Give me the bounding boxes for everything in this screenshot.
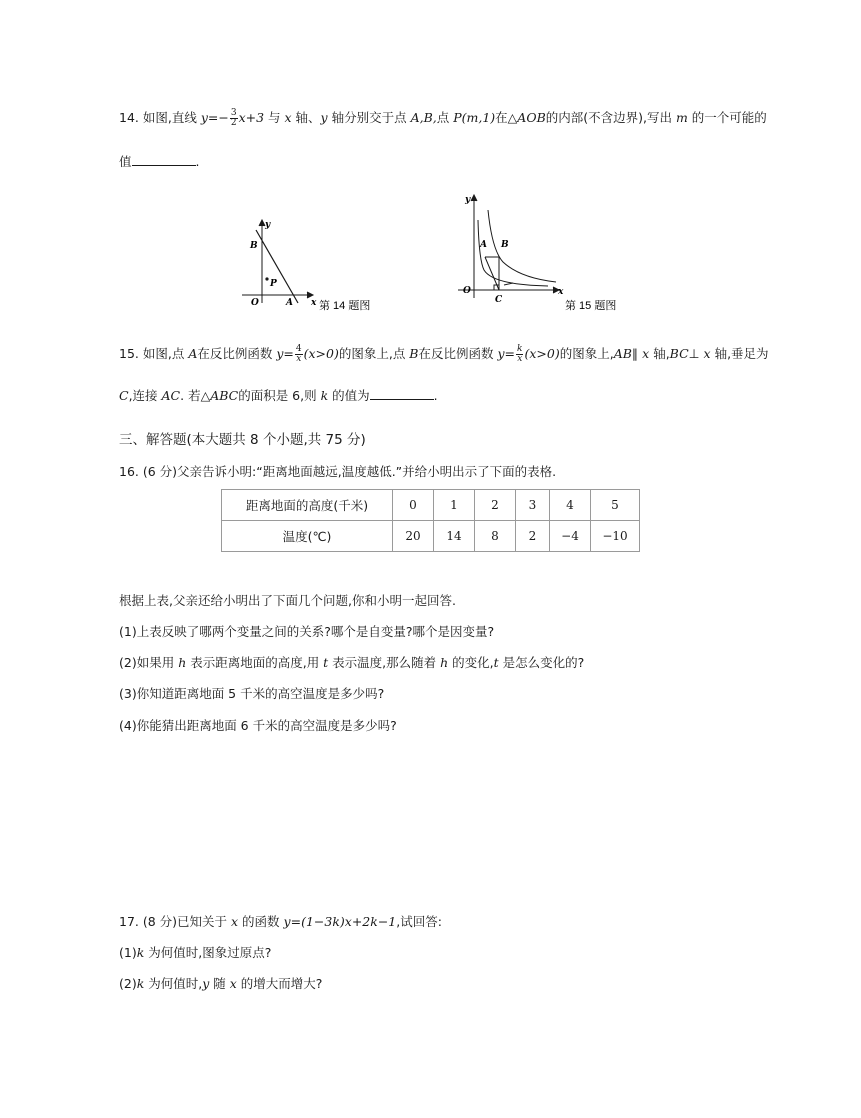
small-arrow — [504, 283, 513, 285]
fig15-label-b: B — [501, 240, 509, 250]
answer-blank[interactable] — [132, 153, 196, 166]
question-14-line1: 14. 如图,直线 y=− $\frac{3}{2}$ x+3 与 x 轴、y 轴分别交于点 A,B,点 P(m,1)在△AOB的内部(不含边界),写出 m 的一个可能的 — [119, 108, 767, 128]
answer-blank[interactable] — [370, 387, 434, 400]
question-17-sub1: (1)k 为何值时,图象过原点? — [119, 945, 272, 960]
table-cell: 8 — [475, 521, 516, 552]
fig15-caption: 第 15 题图 — [565, 300, 617, 312]
point-p — [265, 277, 268, 280]
question-16-sub1: (1)上表反映了哪两个变量之间的关系?哪个是自变量?哪个是因变量? — [119, 624, 495, 639]
table-cell: 2 — [516, 521, 550, 552]
table-cell: 3 — [516, 490, 550, 521]
fig14-label-b: B — [250, 241, 258, 251]
table-cell: 1 — [434, 490, 475, 521]
y-arrow — [471, 195, 477, 201]
fig15-label-o: O — [463, 286, 471, 296]
question-14-line2: 值 . — [119, 154, 200, 169]
table-header-temperature: 温度(℃) — [222, 521, 393, 552]
question-17-sub2: (2)k 为何值时,y 随 x 的增大而增大? — [119, 976, 323, 991]
table-row — [222, 490, 640, 521]
fig15-label-y: y — [465, 195, 471, 205]
fig15-label-c: C — [495, 295, 503, 305]
table-cell: −4 — [550, 521, 591, 552]
fig15-label-x: x — [558, 287, 564, 297]
table-cell: 2 — [475, 490, 516, 521]
table-cell: 5 — [591, 490, 640, 521]
figure-14 — [234, 215, 394, 315]
table-cell: 0 — [393, 490, 434, 521]
fraction: $\frac{3}{2}$ — [230, 108, 237, 128]
figure-15 — [448, 190, 628, 315]
fig14-label-a: A — [286, 298, 293, 308]
question-16-intro: 根据上表,父亲还给小明出了下面几个问题,你和小明一起回答. — [119, 593, 456, 608]
section-heading: 三、解答题(本大题共 8 个小题,共 75 分) — [119, 432, 366, 448]
question-16-stem: 16. (6 分)父亲告诉小明:“距离地面越远,温度越低.”并给小明出示了下面的表格. — [119, 464, 557, 479]
temperature-table — [221, 489, 640, 552]
fig14-label-y: y — [265, 220, 271, 230]
fraction: $\frac{4}{x}$ — [295, 344, 302, 364]
table-cell: 4 — [550, 490, 591, 521]
question-17-stem: 17. (8 分)已知关于 x 的函数 y=(1−3k)x+2k−1,试回答: — [119, 914, 442, 929]
fig14-label-p: P — [270, 279, 277, 289]
table-row — [222, 521, 640, 552]
curve-y-4-over-x — [478, 220, 548, 286]
curve-y-k-over-x — [488, 210, 556, 282]
table-cell: 20 — [393, 521, 434, 552]
question-16-sub2: (2)如果用 h 表示距离地面的高度,用 t 表示温度,那么随着 h 的变化,t 是怎么变化的? — [119, 655, 585, 670]
question-16-sub4: (4)你能猜出距离地面 6 千米的高空温度是多少吗? — [119, 718, 397, 733]
fig15-label-a: A — [480, 240, 487, 250]
table-cell: −10 — [591, 521, 640, 552]
table-header-height: 距离地面的高度(千米) — [222, 490, 393, 521]
question-16-sub3: (3)你知道距离地面 5 千米的高空温度是多少吗? — [119, 686, 385, 701]
table-cell: 14 — [434, 521, 475, 552]
fraction: $\frac{k}{x}$ — [517, 344, 523, 364]
fig14-label-o: O — [251, 298, 259, 308]
fig14-label-x: x — [311, 298, 317, 308]
question-15-line1: 15. 如图,点 A在反比例函数 y= $\frac{4}{x}$ (x>0)的图象上,点 B在反比例函数 y= $\frac{k}{x}$ (x>0)的图象上,AB∥ x 轴,BC⊥ x 轴,垂足为 — [119, 344, 769, 364]
fig14-caption: 第 14 题图 — [319, 300, 371, 312]
question-15-line2: C,连接 AC. 若△ABC的面积是 6,则 k 的值为 . — [119, 388, 438, 403]
